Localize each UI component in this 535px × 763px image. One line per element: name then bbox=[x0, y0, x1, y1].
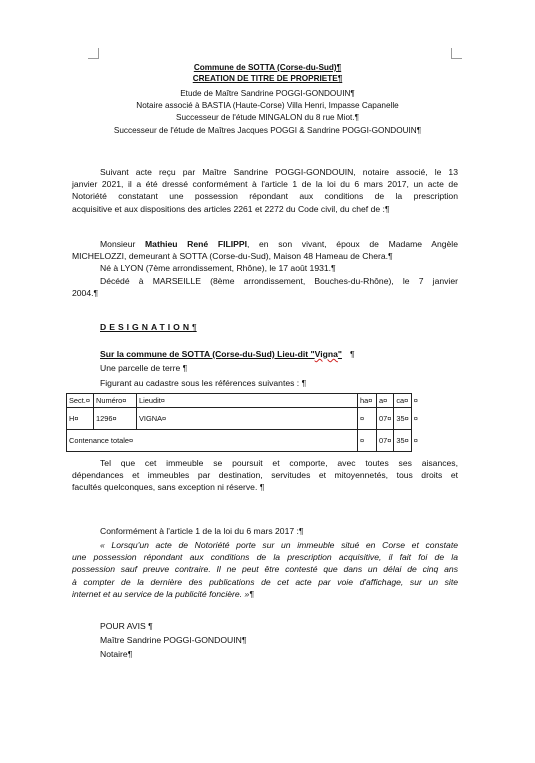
designation-parcelle: Une parcelle de terre ¶ bbox=[100, 363, 188, 373]
table-cell-numero: 1296¤ bbox=[94, 408, 137, 430]
table-end-cell: ¤ bbox=[413, 414, 418, 423]
loi-quote bbox=[72, 539, 458, 600]
header-notaire: Notaire associé à BASTIA (Haute-Corse) Villa Henri, Impasse Capanelle bbox=[136, 101, 399, 110]
paragraph-line: Né à LYON (7ème arrondissement, Rhône), le 17 août 1931.¶ bbox=[100, 263, 336, 274]
person-prefix: Monsieur bbox=[100, 239, 146, 249]
header-commune: Commune de SOTTA (Corse-du-Sud)¶ bbox=[193, 63, 342, 72]
pilcrow: ¶ bbox=[349, 349, 355, 359]
commune-text: orse-du-Sud) Lieu-dit " bbox=[221, 349, 315, 359]
closing-pour-avis: POUR AVIS ¶ bbox=[100, 621, 153, 631]
header-successeur-2: Successeur de l'étude de Maîtres Jacques POGGI & Sandrine POGGI-GONDOUIN¶ bbox=[113, 126, 422, 135]
table-header-cell: a¤ bbox=[377, 394, 394, 408]
table-cell-section: H¤ bbox=[67, 408, 94, 430]
paragraph-line: Notoriété constatant une possession répondant aux conditions de la prescription bbox=[72, 191, 458, 202]
cadastre-table bbox=[66, 393, 423, 452]
table-end-cell: ¤ bbox=[413, 396, 418, 405]
table-header-cell: Numéro¤ bbox=[94, 394, 137, 408]
closing-signatory: Maître Sandrine POGGI-GONDOUIN¶ bbox=[100, 635, 247, 645]
table-header-row bbox=[67, 394, 423, 408]
header-successeur-1: Successeur de l'étude MINGALON du 8 rue Miot.¶ bbox=[176, 113, 359, 122]
pilcrow: ¶ bbox=[192, 322, 197, 332]
loi-intro: Conformément à l'article 1 de la loi du 6 mars 2017 :¶ bbox=[100, 526, 304, 536]
closing-title: Notaire¶ bbox=[100, 649, 133, 659]
quote-line: internet et au service de la publicité foncière. »¶ bbox=[72, 588, 254, 599]
table-cell-ha: ¤ bbox=[358, 408, 377, 430]
table-cell-total-a: 07¤ bbox=[377, 430, 394, 452]
paragraph-person bbox=[72, 238, 458, 299]
table-header-cell: ha¤ bbox=[358, 394, 377, 408]
quote-line: une possession répondant aux conditions de la prescription acquisitive, il fait foi de la bbox=[72, 552, 458, 563]
lieudit-name: Vigna bbox=[314, 349, 338, 359]
designation-cadastre-intro: Figurant au cadastre sous les références suivantes : ¶ bbox=[100, 378, 307, 388]
paragraph-line: Tel que cet immeuble se poursuit et comporte, avec toutes ses aisances, bbox=[100, 458, 458, 468]
paragraph-line: facultés quelconques, sans exception ni réserve. ¶ bbox=[72, 482, 265, 493]
designation-title: DESIGNATION bbox=[100, 322, 193, 332]
table-cell-total-label: Contenance totale¤ bbox=[67, 430, 358, 452]
paragraph-line: 2004.¶ bbox=[72, 287, 99, 298]
table-cell-lieudit: VIGNA¤ bbox=[137, 408, 358, 430]
commune-text: " bbox=[337, 349, 342, 359]
table-cell-ca: 35¤ bbox=[394, 408, 411, 430]
table-cell-total-ca: 35¤ bbox=[394, 430, 411, 452]
person-name: Mathieu René FILIPPI bbox=[145, 239, 247, 249]
paragraph-acte bbox=[72, 166, 458, 215]
crop-mark-top-left bbox=[88, 48, 99, 59]
header-etude: Etude de Maître Sandrine POGGI-GONDOUIN¶ bbox=[180, 89, 355, 98]
paragraph-line: acquisitive et aux dispositions des articles 2261 et 2272 du Code civil, du chef de :¶ bbox=[72, 203, 390, 214]
table-total-row bbox=[67, 430, 423, 452]
designation-commune bbox=[100, 348, 355, 360]
quote-line: « Lorsqu'un acte de Notoriété porte sur un immeuble situé en Corse et constate bbox=[100, 540, 458, 550]
paragraph-line: Suivant acte reçu par Maître Sandrine POGGI-GONDOUIN, notaire associé, le 13 bbox=[100, 167, 458, 177]
person-spouse: , en son vivant, époux de Madame Angèle bbox=[246, 239, 458, 249]
table-cell-a: 07¤ bbox=[377, 408, 394, 430]
quote-line: à compter de la dernière des publications de cet acte par voie d'affichage, sur un site bbox=[72, 576, 458, 587]
paragraph-line: Décédé à MARSEILLE (8ème arrondissement, Bouches-du-Rhône), le 7 janvier bbox=[100, 275, 458, 286]
table-header-cell: ca¤ bbox=[394, 394, 411, 408]
table-cell-total-ha: ¤ bbox=[358, 430, 377, 452]
table-row bbox=[67, 408, 423, 430]
paragraph-line bbox=[72, 238, 458, 250]
commune-text: Sur la commune de SOTTA (C bbox=[100, 349, 222, 359]
crop-mark-top-right bbox=[451, 48, 462, 59]
quote-line: possession sauf preuve contraire. Il ne peut être contesté que dans un délai de cinq ans bbox=[72, 564, 458, 575]
paragraph-line: MICHELOZZI, demeurant à SOTTA (Corse-du-Sud), Maison 48 Hameau de Chera.¶ bbox=[72, 251, 393, 262]
designation-heading bbox=[100, 322, 197, 332]
table-end-cell: ¤ bbox=[413, 436, 418, 445]
paragraph-line: dépendances et immeubles par destination, servitudes et mitoyennetés, tous droits et bbox=[72, 470, 458, 481]
table-header-cell: Sect.¤ bbox=[67, 394, 94, 408]
paragraph-immeuble bbox=[72, 457, 458, 494]
header-title: CREATION DE TITRE DE PROPRIETE¶ bbox=[192, 74, 343, 83]
paragraph-line: janvier 2021, il a été dressé conformément à l'article 1 de la loi du 6 mars 2017, un acte de bbox=[72, 179, 458, 190]
table-header-cell: Lieudit¤ bbox=[137, 394, 358, 408]
